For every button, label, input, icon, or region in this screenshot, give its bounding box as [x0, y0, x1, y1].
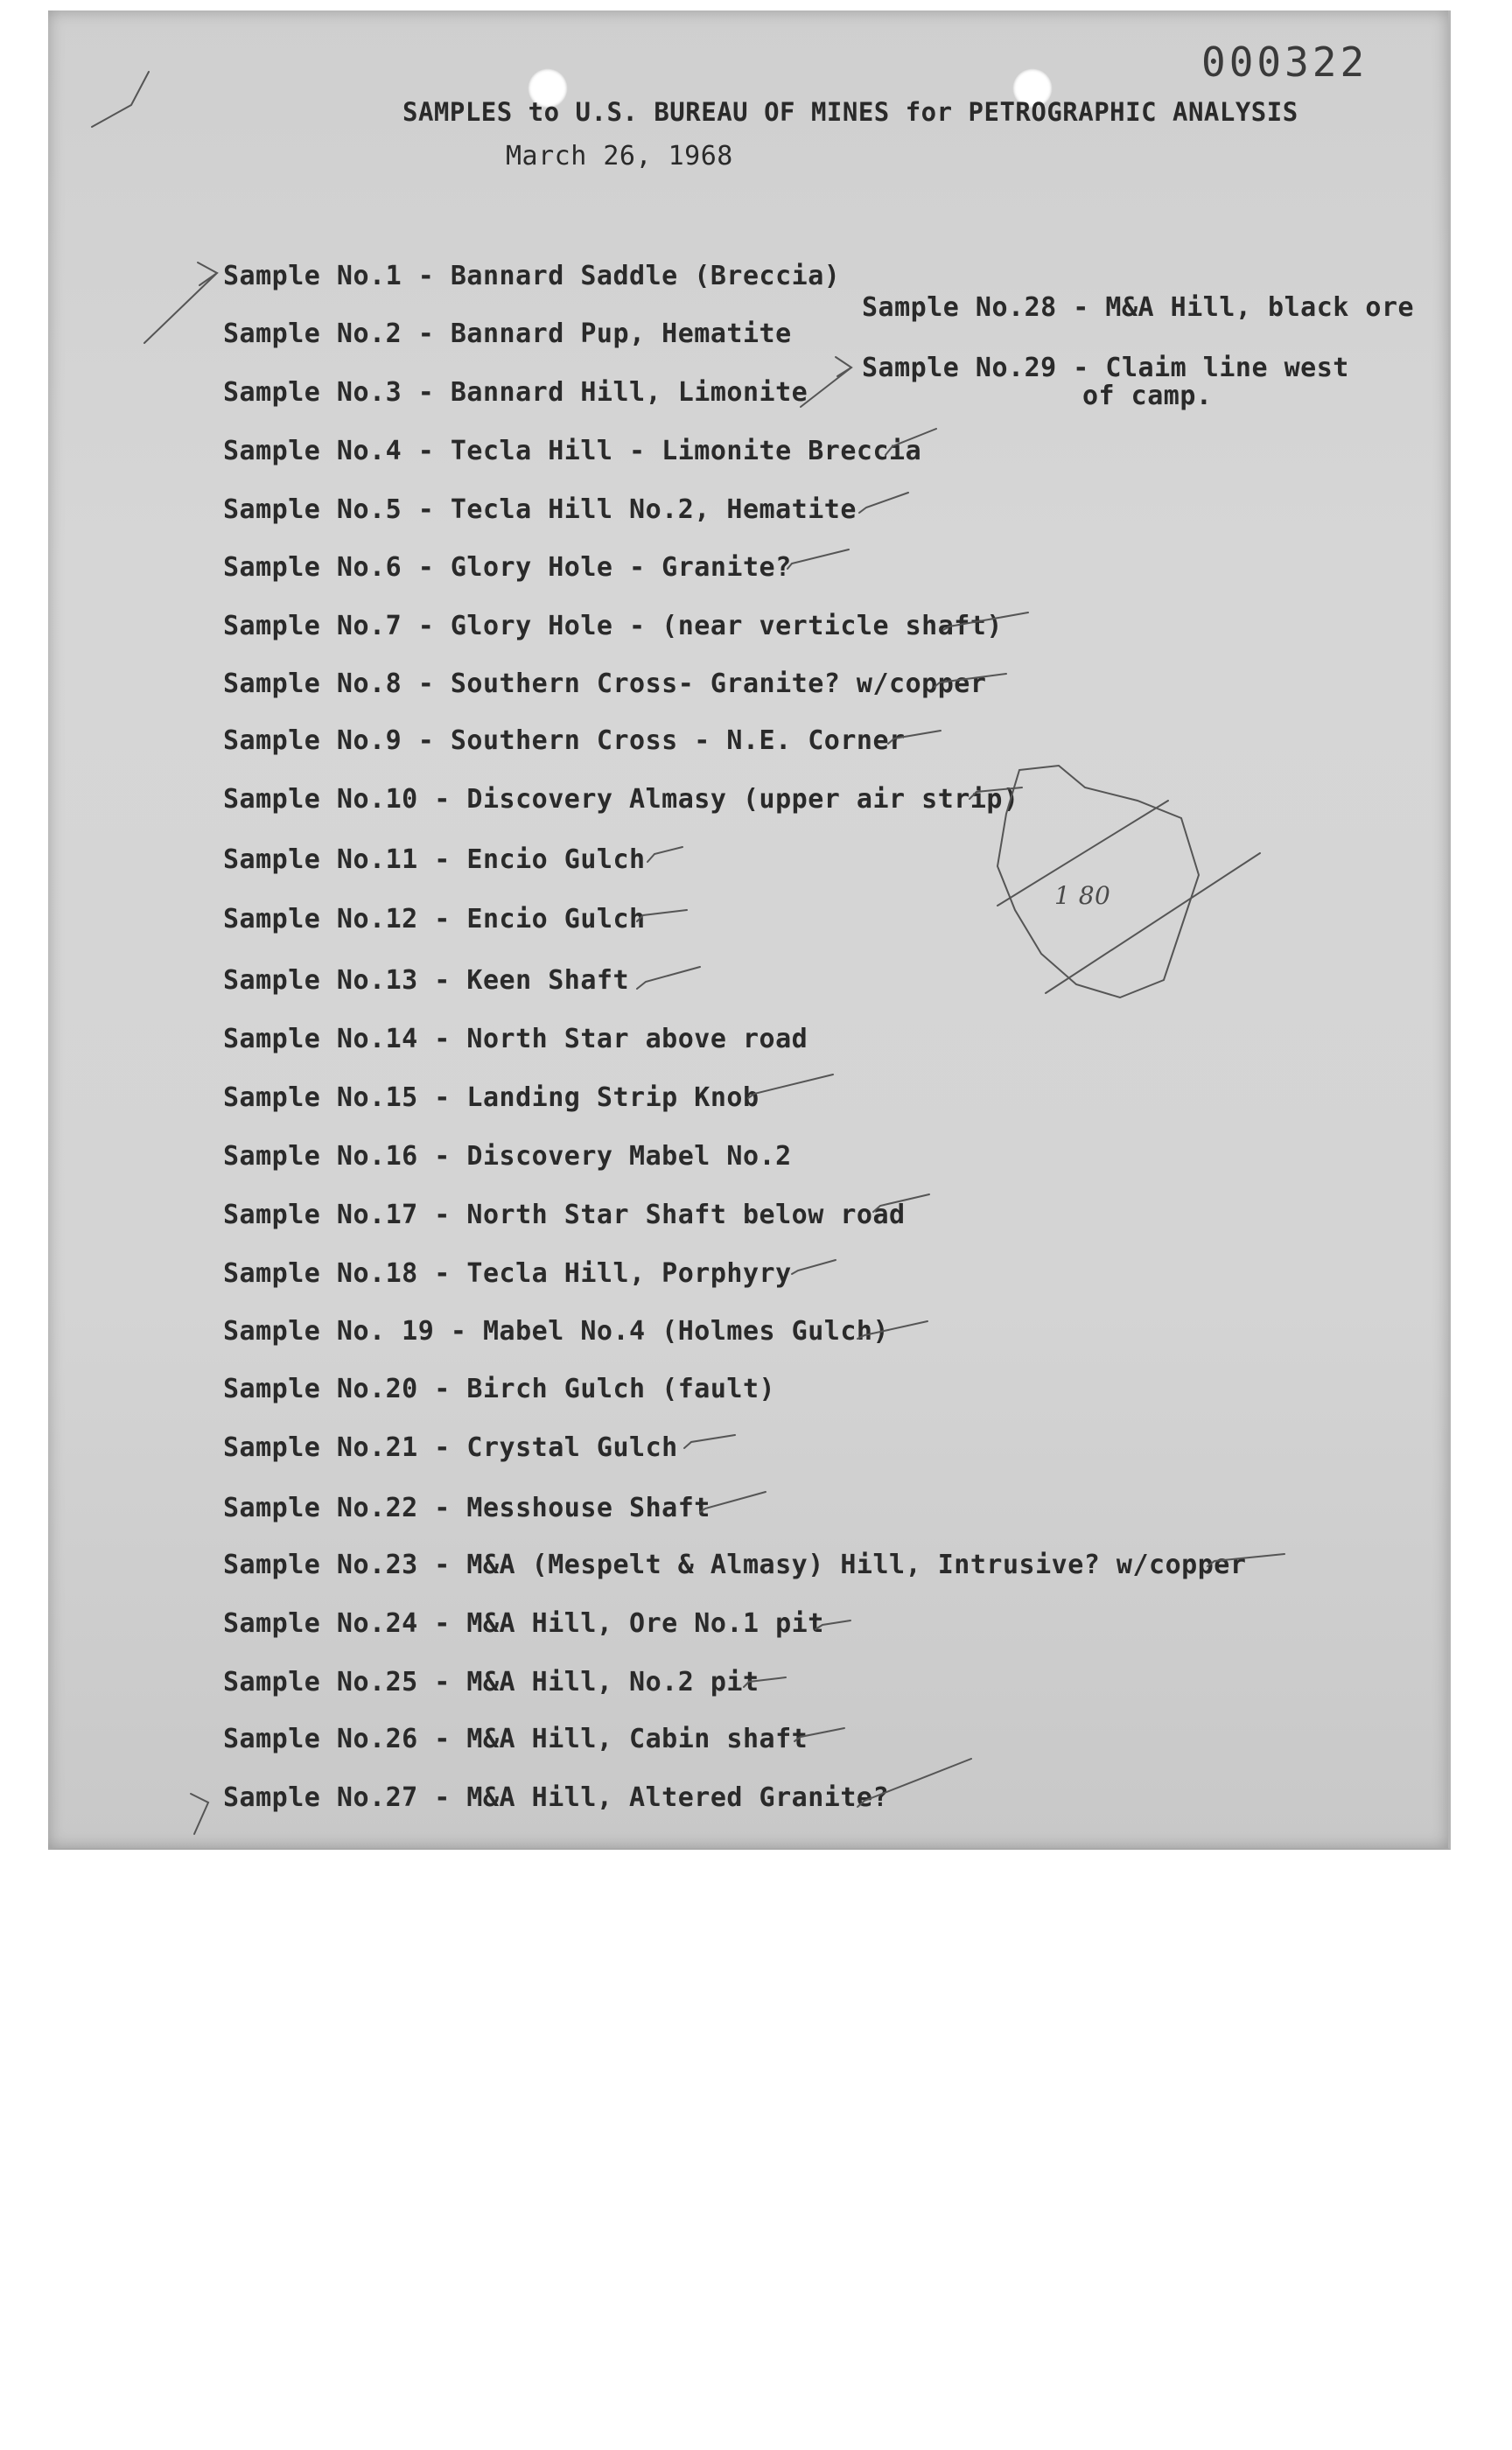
sample-line: Sample No.27 - M&A Hill, Altered Granite?: [223, 1782, 890, 1813]
sample-line: Sample No.3 - Bannard Hill, Limonite: [223, 377, 808, 408]
side-sample-29: Sample No.29 - Claim line west: [862, 353, 1349, 383]
document-date: March 26, 1968: [506, 141, 733, 172]
sample-line: Sample No.10 - Discovery Almasy (upper air strip): [223, 784, 1019, 815]
side-sample-28: Sample No.28 - M&A Hill, black ore: [862, 292, 1415, 323]
sample-line: Sample No.13 - Keen Shaft: [223, 965, 630, 996]
document-number: 000322: [1201, 38, 1368, 86]
sample-line: Sample No.15 - Landing Strip Knob: [223, 1082, 760, 1113]
sample-line: Sample No.6 - Glory Hole - Granite?: [223, 552, 792, 583]
side-sample-29-cont: of camp.: [1082, 381, 1213, 411]
document-title: SAMPLES to U.S. BUREAU OF MINES for PETROGRAPHIC ANALYSIS: [402, 97, 1298, 127]
sketch-label: 1 80: [1054, 881, 1111, 910]
sample-line: Sample No.23 - M&A (Mespelt & Almasy) Hill, Intrusive? w/copper: [223, 1550, 1247, 1580]
sample-line: Sample No.1 - Bannard Saddle (Breccia): [223, 261, 841, 291]
sample-line: Sample No.25 - M&A Hill, No.2 pit: [223, 1667, 760, 1698]
sample-line: Sample No.2 - Bannard Pup, Hematite: [223, 318, 792, 349]
sample-line: Sample No.8 - Southern Cross- Granite? w/copper: [223, 668, 987, 699]
sample-line: Sample No.17 - North Star Shaft below road: [223, 1200, 906, 1230]
sample-line: Sample No.22 - Messhouse Shaft: [223, 1493, 710, 1523]
sample-line: Sample No.26 - M&A Hill, Cabin shaft: [223, 1724, 808, 1754]
sample-line: Sample No.9 - Southern Cross - N.E. Corner: [223, 725, 906, 756]
sample-line: Sample No.4 - Tecla Hill - Limonite Breccia: [223, 436, 922, 466]
sample-line: Sample No.5 - Tecla Hill No.2, Hematite: [223, 494, 857, 525]
sample-line: Sample No.12 - Encio Gulch: [223, 904, 646, 934]
sample-line: Sample No.24 - M&A Hill, Ore No.1 pit: [223, 1608, 824, 1639]
sample-line: Sample No.18 - Tecla Hill, Porphyry: [223, 1258, 792, 1289]
sample-line: Sample No.16 - Discovery Mabel No.2: [223, 1141, 792, 1172]
sample-line: Sample No.20 - Birch Gulch (fault): [223, 1374, 776, 1404]
sample-line: Sample No.21 - Crystal Gulch: [223, 1432, 678, 1463]
sample-line: Sample No. 19 - Mabel No.4 (Holmes Gulch): [223, 1316, 890, 1347]
sample-line: Sample No.14 - North Star above road: [223, 1024, 808, 1054]
sample-line: Sample No.11 - Encio Gulch: [223, 844, 646, 875]
sample-line: Sample No.7 - Glory Hole - (near verticle shaft): [223, 611, 1003, 641]
